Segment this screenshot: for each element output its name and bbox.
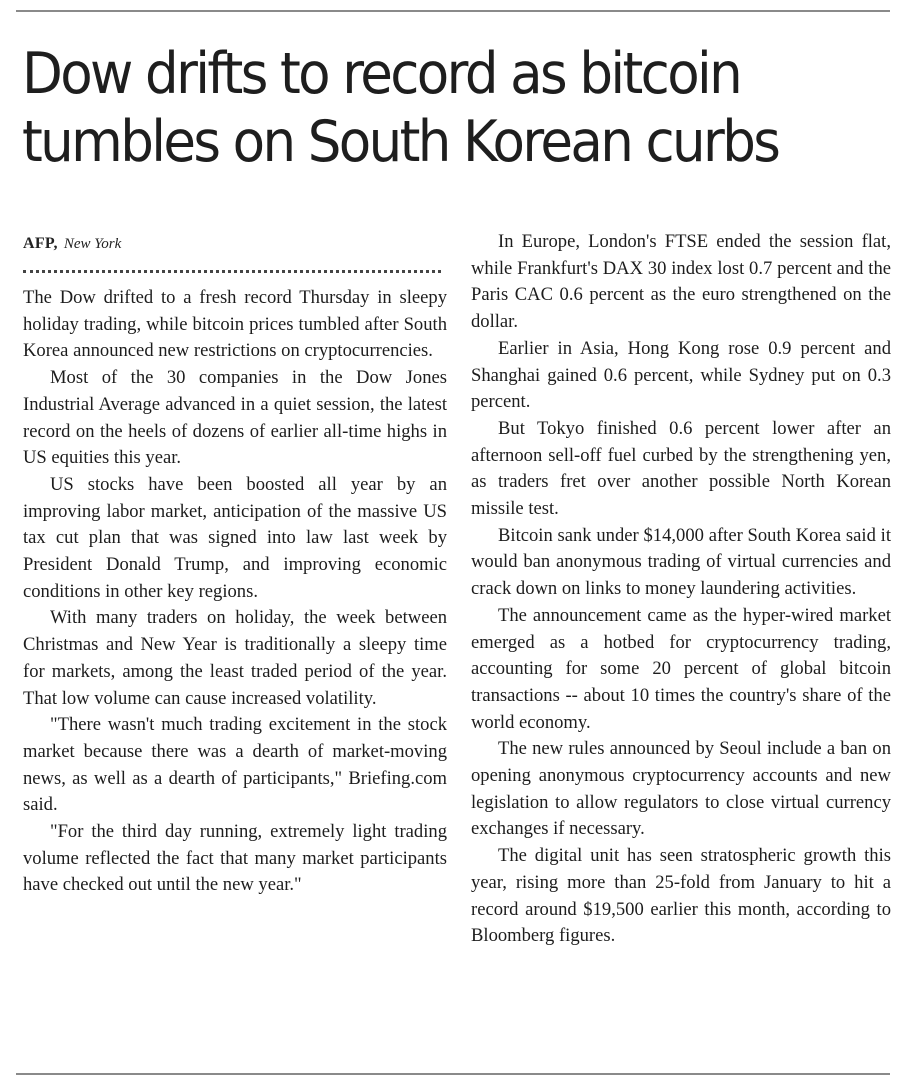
paragraph: With many traders on holiday, the week between Christmas and New Year is traditionally a sleepy time for markets, among the least traded period of the year. That low volume can cause increased volatility. [23,607,447,709]
paragraph: Most of the 30 companies in the Dow Jones Industrial Average advanced in a quiet session, the latest record on the heels of dozens of earlier all-time highs in US equities this year. [23,367,447,469]
paragraph: Bitcoin sank under $14,000 after South Korea said it would ban anonymous trading of virtual currencies and crack down on links to money laundering activities. [471,524,891,600]
headline-line-2: tumbles on South Korean curbs [22,109,779,175]
article-column-left [23,285,447,899]
byline-agency: AFP, [23,235,58,252]
byline-place: New York [63,236,122,252]
top-rule [16,10,890,12]
paragraph: The announcement came as the hyper-wired market emerged as a hotbed for cryptocurrency trading, accounting for some 20 percent of global bitcoin transactions -- about 10 times the country's share of the world economy. [471,604,891,733]
headline-line-1: Dow drifts to record as bitcoin [22,41,741,107]
paragraph: "There wasn't much trading excitement in the stock market because there was a dearth of market-moving news, as well as a dearth of participants," Briefing.com said. [23,714,447,816]
paragraph: The digital unit has seen stratospheric growth this year, rising more than 25-fold from January to hit a record around $19,500 earlier this month, according to Bloomberg figures. [471,845,891,947]
byline-divider [23,270,441,273]
byline [23,234,121,254]
paragraph: The new rules announced by Seoul include a ban on opening anonymous cryptocurrency accounts and new legislation to allow regulators to close virtual currency exchanges if necessary. [471,738,891,840]
paragraph: Earlier in Asia, Hong Kong rose 0.9 percent and Shanghai gained 0.6 percent, while Sydney put on 0.3 percent. [471,337,891,413]
paragraph: "For the third day running, extremely light trading volume reflected the fact that many market participants have checked out until the new year." [23,821,447,896]
paragraph: But Tokyo finished 0.6 percent lower after an afternoon sell-off fuel curbed by the strengthening yen, as traders fret over another possible North Korean missile test. [471,417,891,520]
article-column-right [471,229,891,950]
paragraph: The Dow drifted to a fresh record Thursday in sleepy holiday trading, while bitcoin prices tumbled after South Korea announced new restrictions on cryptocurrencies. [23,287,447,362]
bottom-rule [16,1073,890,1075]
headline [22,40,831,176]
paragraph: In Europe, London's FTSE ended the session flat, while Frankfurt's DAX 30 index lost 0.7 percent and the Paris CAC 0.6 percent as the euro strengthened on the dollar. [471,231,891,333]
paragraph: US stocks have been boosted all year by an improving labor market, anticipation of the massive US tax cut plan that was signed into law last week by President Donald Trump, and improving economic conditions in other key regions. [23,473,447,602]
